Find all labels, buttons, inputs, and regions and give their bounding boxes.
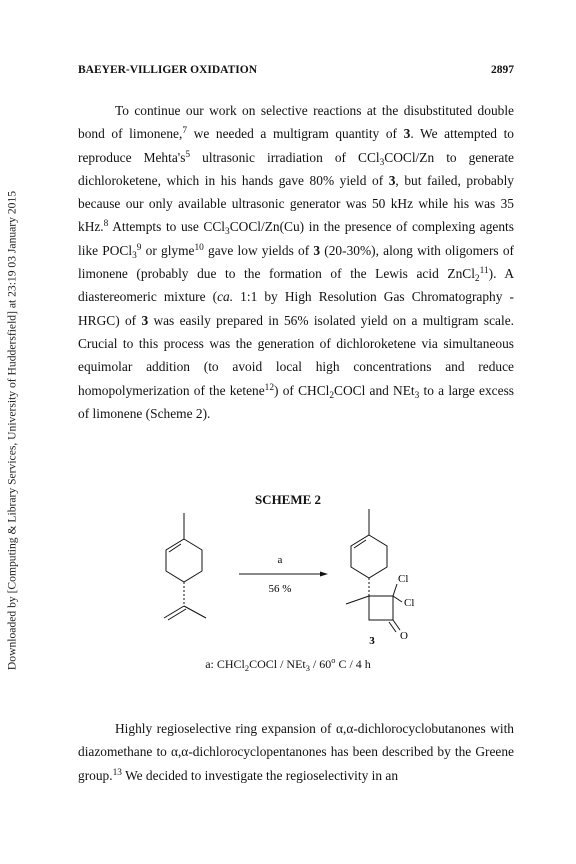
ring-double-bond (354, 540, 366, 548)
oxygen-label: O (400, 630, 408, 642)
isopropenyl-methyl-bond (184, 606, 206, 618)
running-header (78, 64, 514, 76)
compound-ref: 3 (388, 172, 396, 188)
text: was easily prepared in 56% isolated yield on a multigram scale. Crucial to this process was the generation of dichloroketene via simultaneous equimolar addition (to avoid local high concentrations and reduce homopolymerization of the ketene (78, 312, 514, 398)
subscript: 3 (225, 227, 230, 238)
reference: 9 (136, 242, 142, 253)
reference: 7 (182, 126, 188, 137)
product-structure (346, 509, 402, 632)
reference: 8 (103, 219, 109, 230)
text: COCl/Zn to generate dichloroketene, which in his hands gave 80% yield of (78, 149, 514, 188)
cyclohexene-ring (166, 539, 202, 582)
limonene-structure (164, 513, 206, 620)
text: , but failed, probably because our only available ultrasonic generator was 50 kHz while his was 35 kHz. (78, 172, 514, 235)
text: Attempts to use CCl (108, 219, 226, 235)
italic-text: ca. (217, 289, 234, 305)
text: a: CHCl (205, 657, 245, 671)
text: . We attempted to reproduce Mehta's (78, 126, 514, 165)
ring-double-bond (169, 544, 181, 552)
text: / 60 (309, 657, 332, 671)
reaction-arrow (239, 572, 328, 577)
cl-bond (393, 584, 397, 596)
reference: 13 (112, 767, 122, 778)
text: COCl and NEt (334, 382, 415, 398)
scheme-title: SCHEME 2 (254, 492, 322, 507)
running-title: BAEYER-VILLIGER OXIDATION (78, 64, 258, 76)
reference: 11 (479, 266, 489, 277)
subscript: 3 (132, 250, 137, 261)
text: ). A diastereomeric mixture ( (78, 266, 514, 305)
text: ultrasonic irradiation of CCl (190, 149, 380, 165)
yield-label: 56 % (268, 583, 292, 595)
subscript: 3 (414, 390, 420, 401)
compound-ref: 3 (141, 312, 149, 328)
text: (20-30%), along with oligomers of limonene (probably due to the formation of the Lewis acid ZnCl (78, 242, 514, 282)
scheme-caption (0, 657, 576, 672)
text: We decided to investigate the regioselectivity in an (121, 767, 399, 783)
text: 1:1 by High Resolution Gas Chromatography - HRGC) of (78, 289, 514, 328)
subscript: 2 (244, 664, 250, 673)
superscript: o (331, 656, 336, 665)
text: COCl / NEt (249, 657, 306, 671)
cl-bond (393, 596, 402, 602)
paragraph-limonene (78, 99, 514, 425)
reference: 10 (194, 242, 204, 253)
subscript: 3 (379, 157, 385, 168)
chlorine-label: Cl (398, 573, 409, 585)
text: C / 4 h (335, 657, 371, 671)
methyl-bond (346, 596, 369, 604)
arrow-head (320, 572, 328, 577)
cyclohexene-ring (351, 535, 387, 578)
text: to a large excess of limonene (Scheme 2). (78, 382, 514, 421)
reaction-scheme (150, 505, 450, 655)
paragraph-ring-expansion (78, 717, 514, 787)
text: we needed a multigram quantity of (187, 126, 404, 142)
subscript: 2 (474, 274, 480, 285)
page-number: 2897 (491, 64, 514, 76)
text: gave low yields of (203, 242, 314, 258)
subscript: 3 (305, 664, 310, 673)
text: ) of CHCl (274, 382, 330, 398)
text: To continue our work on selective reactions at the disubstituted double bond of limonene, (78, 103, 514, 142)
reference: 12 (264, 382, 275, 393)
arrow-label: a (277, 554, 283, 566)
compound-ref: 3 (403, 126, 411, 142)
subscript: 2 (329, 390, 335, 401)
download-watermark: Downloaded by [Computing & Library Services, University of Huddersfield] at 23:19 03 January 2015 (5, 190, 19, 671)
compound-number: 3 (369, 635, 375, 647)
compound-ref: 3 (313, 242, 321, 258)
chlorine-label: Cl (404, 597, 415, 609)
text: Highly regioselective ring expansion of α,α-dichlorocyclobutanones with diazomethane to α,α-dichlorocyclopentanones has been described by the Greene group. (78, 721, 514, 783)
text: or glyme (141, 242, 195, 258)
cyclobutanone-ring (369, 596, 393, 620)
text: COCl/Zn(Cu) in the presence of complexing agents like POCl (78, 219, 514, 258)
reference: 5 (185, 149, 191, 160)
